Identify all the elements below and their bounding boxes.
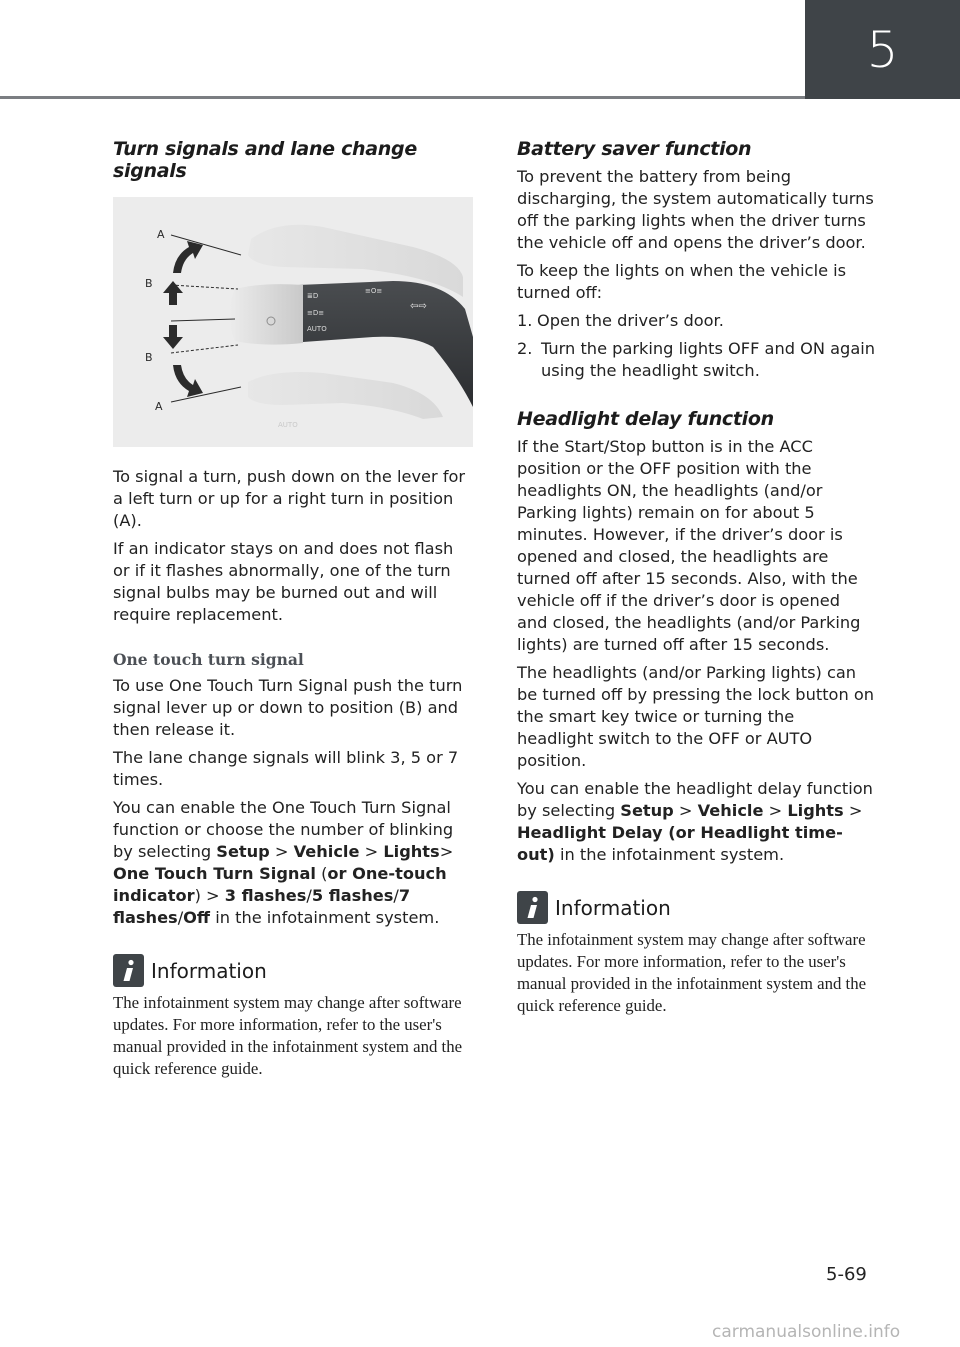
keep-lights-paragraph: To keep the lights on when the vehicle is turned off: <box>517 261 847 302</box>
menu-path-lights: Lights <box>383 842 440 861</box>
headlight-delay-paragraph: If the Start/Stop button is in the ACC position or the OFF position with the headlights ON, the headlights (and/or Parking lights) remain on for about 5 minutes. However, if the driver’s door is opened and closed, the headlights are turned off after 15 seconds. Also, with the vehicle off if the driver’s door is opened and closed, the headlights (and/or Parking lights) are turned off after 15 seconds. <box>517 437 861 654</box>
text-run: in the infotainment system. <box>554 845 785 864</box>
text-run: ( <box>315 864 328 883</box>
text-run: > <box>439 842 454 861</box>
right-column <box>517 130 875 1017</box>
text-run: / <box>306 886 312 905</box>
turn-signal-lever-figure <box>113 197 473 447</box>
label-b-top: B <box>145 277 153 290</box>
label-a-top: A <box>157 228 165 241</box>
option-off: Off <box>183 908 211 927</box>
text-run: > <box>269 842 294 861</box>
header-rule <box>0 96 805 99</box>
step-number: 1. <box>517 311 533 330</box>
turn-signals-heading: Turn signals and lane change signals <box>113 138 417 182</box>
option-5-flashes: 5 flashes <box>311 886 394 905</box>
enable-delay-paragraph <box>517 778 875 866</box>
page-number: 5-69 <box>826 1264 867 1285</box>
text-run: > <box>763 801 788 820</box>
turn-signal-paragraph: To signal a turn, push down on the lever for a left turn or up for a right turn in position (A). <box>113 467 466 530</box>
menu-path-one-touch: One Touch Turn Signal <box>113 864 316 883</box>
menu-path-setup: Setup <box>216 842 270 861</box>
step-text: Open the driver’s door. <box>537 311 724 330</box>
chapter-tab: 5 <box>805 0 960 99</box>
lever-knob <box>229 284 303 345</box>
turn-arrows-icon: ⇦⇨ <box>410 301 427 312</box>
lever-illustration <box>113 197 473 447</box>
menu-path-vehicle: Vehicle <box>697 801 764 820</box>
text-run: > <box>359 842 384 861</box>
information-icon <box>517 891 548 924</box>
lever-symbol-2: ≡D≡ <box>307 309 325 317</box>
menu-path-lights: Lights <box>787 801 844 820</box>
text-run: / <box>393 886 399 905</box>
one-touch-subheading: One touch turn signal <box>113 650 304 669</box>
step-text: Turn the parking lights OFF and ON again using the headlight switch. <box>541 339 876 380</box>
information-header <box>113 954 471 987</box>
text-run: > <box>843 801 863 820</box>
text-run: / <box>177 908 184 927</box>
headlight-off-paragraph: The headlights (and/or Parking lights) can be turned off by pressing the lock button on the smart key twice or turning the headlight switch to the OFF or AUTO position. <box>517 663 875 770</box>
text-run: You can enable the headlight delay function by selecting <box>517 779 873 820</box>
information-text: The infotainment system may change after software updates. For more information, refer to the user's manual provided in the infotainment system and the quick reference guide. <box>517 930 867 1015</box>
information-text: The infotainment system may change after software updates. For more information, refer to the user's manual provided in the infotainment system and the quick reference guide. <box>113 993 463 1078</box>
headlight-delay-heading: Headlight delay function <box>517 408 774 430</box>
one-touch-paragraph: To use One Touch Turn Signal push the turn signal lever up or down to position (B) and then release it. <box>113 676 463 739</box>
enable-one-touch-paragraph <box>113 797 471 929</box>
battery-saver-heading: Battery saver function <box>517 138 752 160</box>
information-title: Information <box>151 958 267 983</box>
label-a-bottom: A <box>155 400 163 413</box>
lever-symbol-3: ≡O≡ <box>365 287 383 295</box>
indicator-paragraph: If an indicator stays on and does not flash or if it flashes abnormally, one of the turn signal bulbs may be burned out and will require replacement. <box>113 539 454 624</box>
information-header <box>517 891 875 924</box>
lane-change-paragraph: The lane change signals will blink 3, 5 or 7 times. <box>113 748 459 789</box>
text-run: ) > <box>194 886 225 905</box>
ghost-auto-text: AUTO <box>278 421 298 429</box>
battery-saver-paragraph: To prevent the battery from being discharging, the system automatically turns off the parking lights when the driver turns the vehicle off and opens the driver’s door. <box>517 167 874 252</box>
option-3-flashes: 3 flashes <box>224 886 307 905</box>
text-run: You can enable the One Touch Turn Signal function or choose the number of blinking by selecting <box>113 798 454 861</box>
lever-symbol-1: ≣D <box>307 292 319 300</box>
text-run: > <box>673 801 698 820</box>
menu-path-alt-name: or One-touch indicator <box>113 864 447 905</box>
list-item <box>517 310 875 332</box>
menu-path-setup: Setup <box>620 801 674 820</box>
text-run: in the infotainment system. <box>210 908 440 927</box>
information-icon <box>113 954 144 987</box>
menu-path-headlight-delay: Headlight Delay (or Headlight time-out) <box>517 823 843 864</box>
lever-auto-text: AUTO <box>307 325 327 333</box>
option-7-flashes: 7 flashes <box>113 886 411 927</box>
menu-path-vehicle: Vehicle <box>293 842 360 861</box>
step-number: 2. <box>517 339 533 358</box>
label-b-bottom: B <box>145 351 153 364</box>
watermark-text: carmanualsonline.info <box>712 1322 901 1342</box>
information-title: Information <box>555 895 671 920</box>
left-column <box>113 130 471 1080</box>
list-item <box>517 338 875 382</box>
steps-list <box>517 310 875 382</box>
